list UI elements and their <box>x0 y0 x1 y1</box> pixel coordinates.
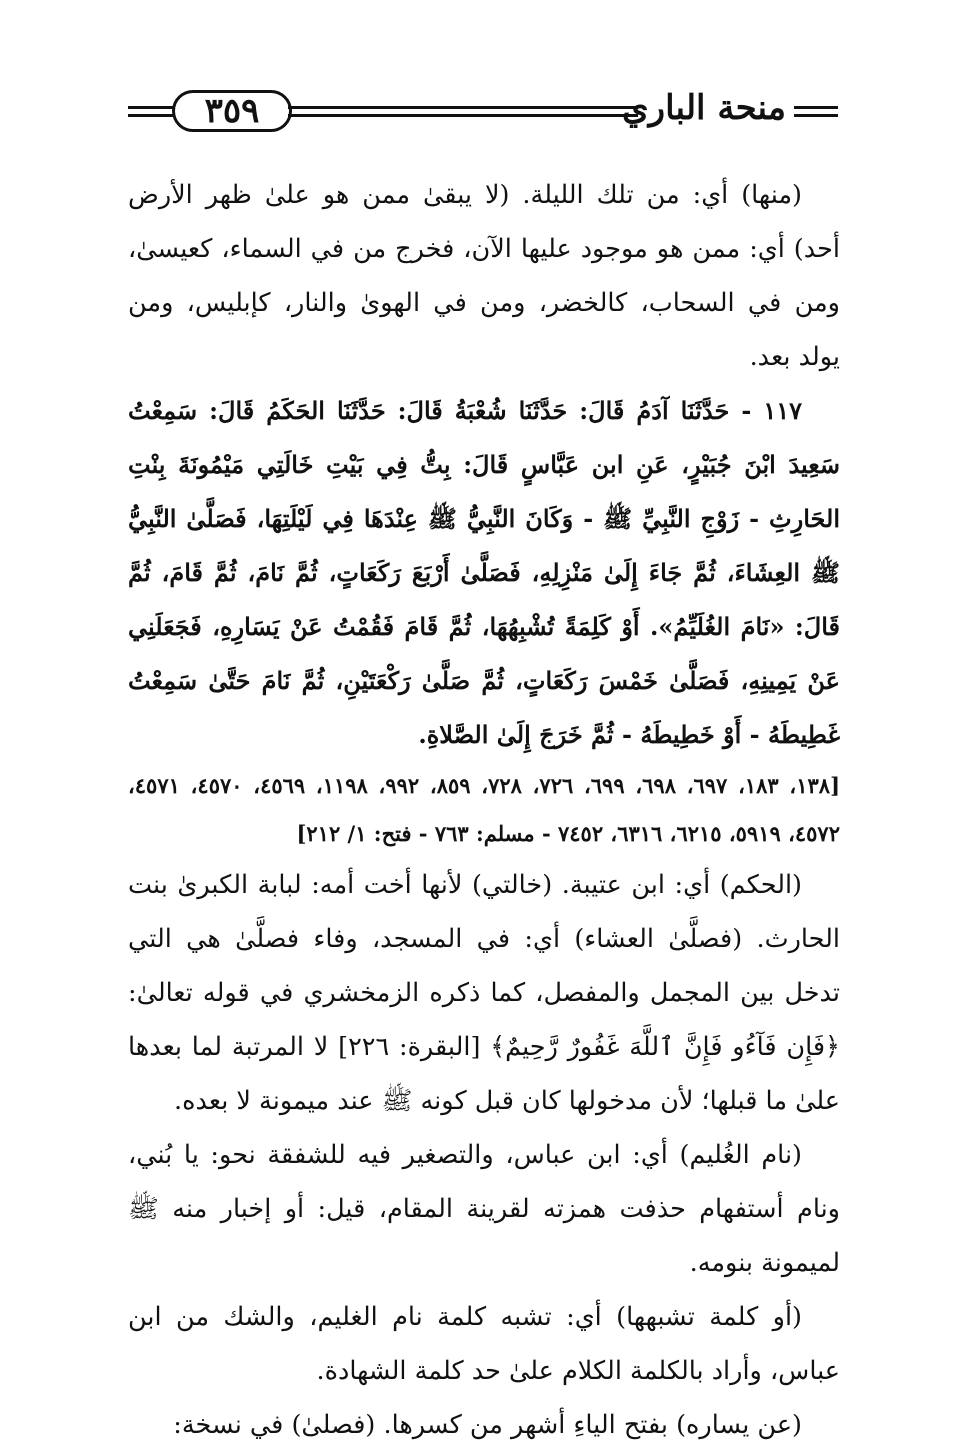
header-rule-middle-top <box>288 106 638 109</box>
hadith-references: [١٣٨، ١٨٣، ٦٩٧، ٦٩٨، ٦٩٩، ٧٢٦، ٧٢٨، ٨٥٩، ٩٩٢، ١١٩٨، ٤٥٦٩، ٤٥٧٠، ٤٥٧١، ٤٥٧٢، ٥٩١٩، ٦٢١٥، ٦٣١٦، ٧٤٥٢ - مسلم: ٧٦٣ - فتح: ١/ ٢١٢] <box>128 773 840 846</box>
header-rule-left-top <box>128 106 178 109</box>
header-rule-right-top <box>794 106 838 109</box>
commentary-paragraph: (عن يساره) بفتح الياءِ أشهر من كسرها. (فصلىٰ) في نسخة: <box>173 1410 802 1440</box>
book-title: منحة الباري <box>622 88 786 128</box>
header-rule-left-bottom <box>128 114 178 117</box>
page-number: ٣٥٩ <box>172 90 292 132</box>
page-body <box>128 168 840 1452</box>
hadith-text: ١١٧ - حَدَّثَنَا آدَمُ قَالَ: حَدَّثَنَا شُعْبَةُ قَالَ: حَدَّثَنَا الحَكَمُ قَالَ: سَمِعْتُ سَعِيدَ ابْنَ جُبَيْرٍ، عَنِ ابن عَبَّاسٍ قَالَ: بِتُّ فِي بَيْتِ خَالَتِي مَيْمُونَةَ بِنْتِ الحَارِثِ - زَوْجِ النَّبِيِّ ﷺ - وَكَانَ النَّبِيُّ ﷺ عِنْدَهَا فِي لَيْلَتِهَا، فَصَلَّىٰ النَّبِيُّ ﷺ العِشَاءَ، ثُمَّ جَاءَ إِلَىٰ مَنْزِلِهِ، فَصَلَّىٰ أَرْبَعَ رَكَعَاتٍ، ثُمَّ نَامَ، ثُمَّ قَامَ، ثُمَّ قَالَ: «نَامَ الغُلَيِّمُ». أَوْ كَلِمَةً تُشْبِهُهَا، ثُمَّ قَامَ فَقُمْتُ عَنْ يَسَارِهِ، فَجَعَلَنِي عَنْ يَمِينِهِ، فَصَلَّىٰ خَمْسَ رَكَعَاتٍ، ثُمَّ صَلَّىٰ رَكْعَتَيْنِ، ثُمَّ نَامَ حَتَّىٰ سَمِعْتُ غَطِيطَهُ - أَوْ خَطِيطَهُ - ثُمَّ خَرَجَ إِلَىٰ الصَّلاةِ. <box>128 396 840 749</box>
intro-paragraph: (منها) أي: من تلك الليلة. (لا يبقىٰ ممن هو علىٰ ظهر الأرض أحد) أي: ممن هو موجود عليها الآن، فخرج من في السماء، كعيسىٰ، ومن في السحاب، كالخضر، ومن في الهوىٰ والنار، كإبليس، ومن يولد بعد. <box>128 180 840 372</box>
page-header <box>128 84 838 144</box>
commentary-paragraph: (أو كلمة تشبهها) أي: تشبه كلمة نام الغليم، والشك من ابن عباس، وأراد بالكلمة الكلام علىٰ حد كلمة الشهادة. <box>128 1302 840 1386</box>
commentary-paragraph: (نام الغُليم) أي: ابن عباس، والتصغير فيه للشفقة نحو: يا بُني، ونام أستفهام حذفت همزته لقرينة المقام، قيل: أو إخبار منه ﷺ لميمونة بنومه. <box>128 1140 840 1278</box>
commentary-paragraph: (الحكم) أي: ابن عتيبة. (خالتي) لأنها أخت أمه: لبابة الكبرىٰ بنت الحارث. (فصلَّىٰ العشاء) أي: في المسجد، وفاء فصلَّىٰ هي التي تدخل بين المجمل والمفصل، كما ذكره الزمخشري في قوله تعالىٰ: ﴿فَإِن فَآءُو فَإِنَّ ٱللَّهَ غَفُورٌ رَّحِيمٌ﴾ [البقرة: ٢٢٦] لا المرتبة لما بعدها علىٰ ما قبلها؛ لأن مدخولها كان قبل كونه ﷺ عند ميمونة لا بعده. <box>128 870 840 1116</box>
header-rule-right-bottom <box>794 114 838 117</box>
header-rule-middle-bottom <box>288 114 638 117</box>
